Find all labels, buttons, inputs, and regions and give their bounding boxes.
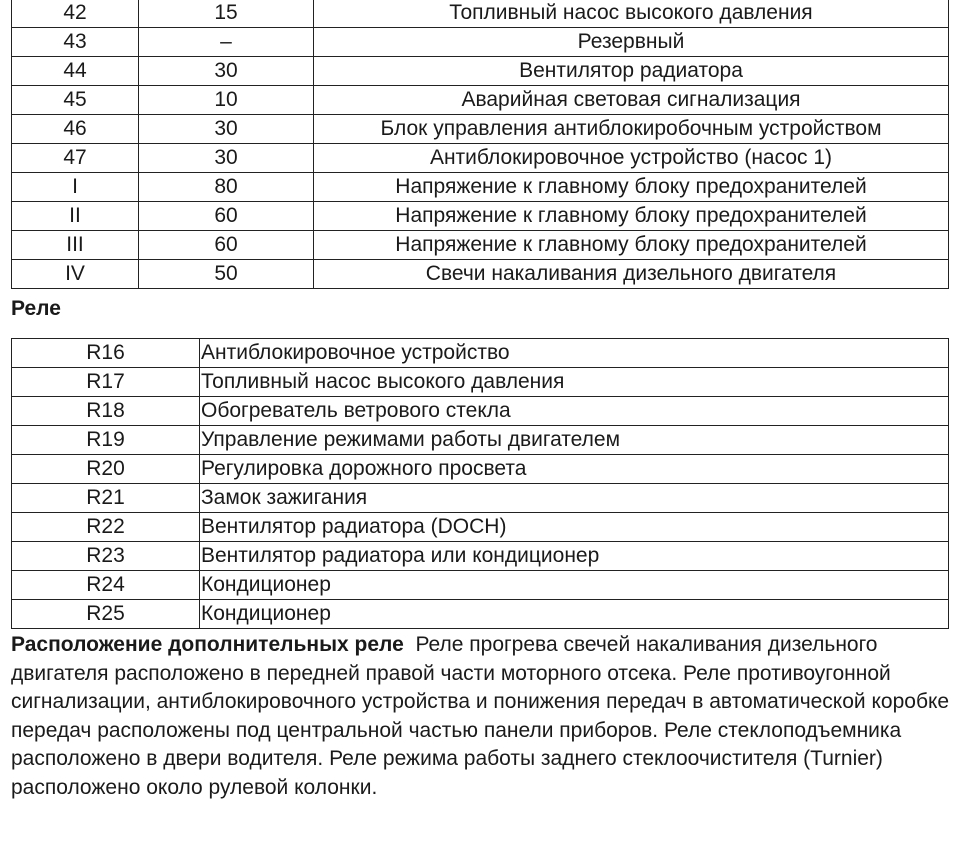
fuse-description: Напряжение к главному блоку предохранителей	[314, 202, 949, 231]
fuse-number: II	[12, 202, 139, 231]
fuse-amperage: 60	[139, 202, 314, 231]
relay-code: R25	[12, 600, 200, 629]
table-row	[12, 86, 949, 115]
fuse-description: Аварийная световая сигнализация	[314, 86, 949, 115]
table-row	[12, 28, 949, 57]
table-row	[12, 571, 949, 600]
fuse-number: 46	[12, 115, 139, 144]
fuse-description: Блок управления антиблокиробочным устройством	[314, 115, 949, 144]
relay-code: R24	[12, 571, 200, 600]
table-row	[12, 426, 949, 455]
table-row	[12, 600, 949, 629]
relay-name: Топливный насос высокого давления	[200, 368, 949, 397]
relay-name: Замок зажигания	[200, 484, 949, 513]
fuse-description: Свечи накаливания дизельного двигателя	[314, 260, 949, 289]
relay-name: Регулировка дорожного просвета	[200, 455, 949, 484]
relays-heading: Реле	[11, 297, 61, 320]
fuse-description: Вентилятор радиатора	[314, 57, 949, 86]
table-row	[12, 513, 949, 542]
fuse-description: Топливный насос высокого давления	[314, 0, 949, 28]
table-row	[12, 115, 949, 144]
table-row	[12, 57, 949, 86]
table-row	[12, 484, 949, 513]
relay-name: Управление режимами работы двигателем	[200, 426, 949, 455]
table-row	[12, 202, 949, 231]
relay-code: R16	[12, 339, 200, 368]
relay-code: R22	[12, 513, 200, 542]
fuse-number: I	[12, 173, 139, 202]
fuse-number: IV	[12, 260, 139, 289]
table-row	[12, 368, 949, 397]
fuse-table	[11, 0, 949, 289]
fuse-number: III	[12, 231, 139, 260]
table-row	[12, 397, 949, 426]
table-row	[12, 173, 949, 202]
table-row	[12, 0, 949, 28]
relay-code: R21	[12, 484, 200, 513]
table-row	[12, 231, 949, 260]
fuse-amperage: 30	[139, 57, 314, 86]
fuse-number: 47	[12, 144, 139, 173]
fuse-amperage: 60	[139, 231, 314, 260]
relay-name: Кондиционер	[200, 571, 949, 600]
fuse-number: 42	[12, 0, 139, 28]
fuse-amperage: 30	[139, 115, 314, 144]
relay-code: R18	[12, 397, 200, 426]
relay-code: R19	[12, 426, 200, 455]
fuse-amperage: –	[139, 28, 314, 57]
fuse-number: 44	[12, 57, 139, 86]
fuse-description: Резервный	[314, 28, 949, 57]
fuse-description: Напряжение к главному блоку предохранителей	[314, 231, 949, 260]
table-row	[12, 144, 949, 173]
fuse-amperage: 15	[139, 0, 314, 28]
relay-name: Антиблокировочное устройство	[200, 339, 949, 368]
notes-text: Реле прогрева свечей накаливания дизельного двигателя расположено в передней правой части моторного отсека. Реле противоугонной сигнализации, антиблокировочного устройства и понижения передач в автоматической коробке передач расположены под центральной частью панели приборов. Реле стеклоподъемника расположено в двери водителя. Реле режима работы заднего стеклоочистителя (Turnier) расположено около рулевой колонки.	[11, 633, 950, 799]
table-row	[12, 542, 949, 571]
table-row	[12, 339, 949, 368]
relay-name: Вентилятор радиатора (DOCH)	[200, 513, 949, 542]
relay-code: R20	[12, 455, 200, 484]
relay-code: R23	[12, 542, 200, 571]
relay-name: Обогреватель ветрового стекла	[200, 397, 949, 426]
table-row	[12, 455, 949, 484]
fuse-description: Напряжение к главному блоку предохранителей	[314, 173, 949, 202]
table-row	[12, 260, 949, 289]
fuse-description: Антиблокировочное устройство (насос 1)	[314, 144, 949, 173]
fuse-amperage: 50	[139, 260, 314, 289]
relay-location-notes	[11, 631, 951, 803]
fuse-number: 45	[12, 86, 139, 115]
fuse-amperage: 30	[139, 144, 314, 173]
relay-table	[11, 338, 949, 629]
relay-name: Вентилятор радиатора или кондиционер	[200, 542, 949, 571]
fuse-amperage: 80	[139, 173, 314, 202]
fuse-number: 43	[12, 28, 139, 57]
notes-heading: Расположение дополнительных реле	[11, 633, 404, 656]
relay-name: Кондиционер	[200, 600, 949, 629]
relay-code: R17	[12, 368, 200, 397]
fuse-amperage: 10	[139, 86, 314, 115]
